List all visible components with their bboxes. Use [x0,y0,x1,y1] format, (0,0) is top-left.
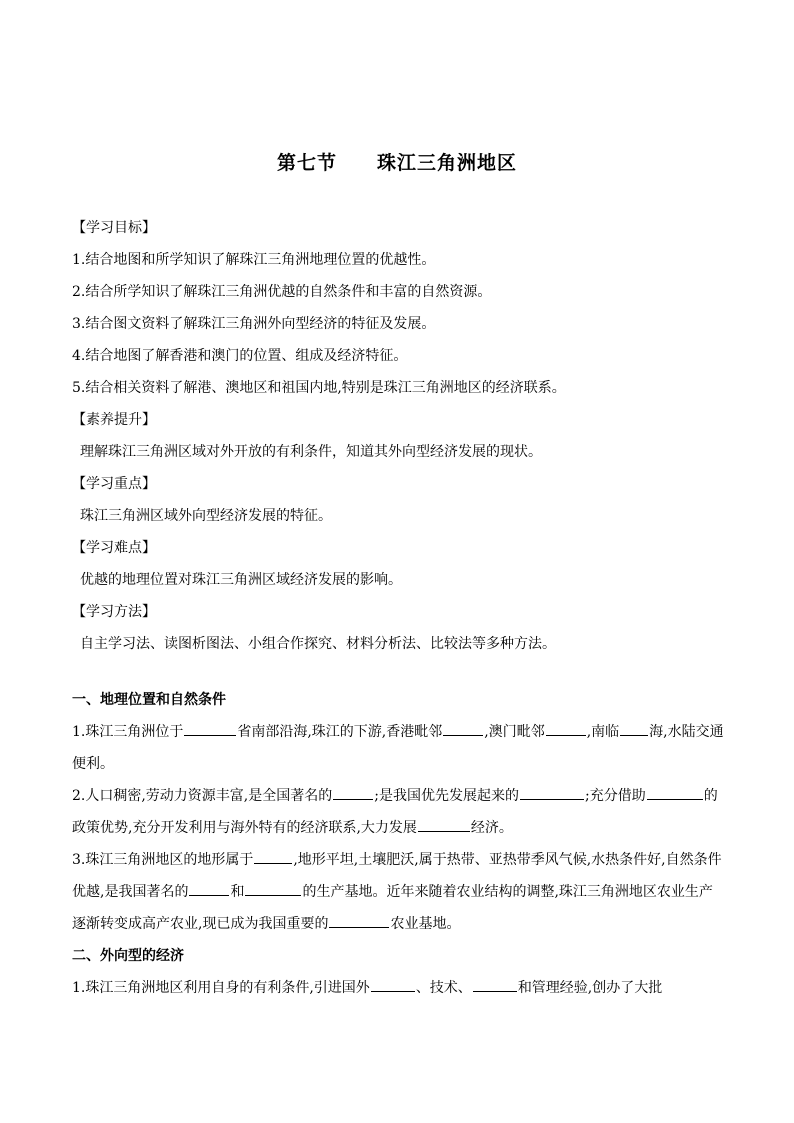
answer-blank[interactable] [473,976,517,992]
method-heading: 【学习方法】 [72,604,156,620]
literacy-heading: 【素养提升】 [72,412,156,428]
answer-blank[interactable] [184,720,236,736]
answer-blank[interactable] [329,912,389,928]
question-1-3: 3.珠江三角洲地区的地形属于 ,地形平坦,土壤肥沃,属于热带、亚热带季风气候,水热条件好,自然条件 [72,848,722,880]
difficulty-text: 优越的地理位置对珠江三角洲区域经济发展的影响。 [80,572,402,588]
section1-heading: 一、地理位置和自然条件 [72,692,226,708]
question-1-2: 2.人口稠密,劳动力资源丰富,是全国著名的 ;是我国优先发展起来的 ;充分借助 的 [72,784,722,816]
answer-blank[interactable] [443,720,483,736]
answer-blank[interactable] [371,976,415,992]
method-text: 自主学习法、读图析图法、小组合作探究、材料分析法、比较法等多种方法。 [80,636,556,652]
answer-blank[interactable] [189,880,229,896]
difficulty-heading: 【学习难点】 [72,540,156,556]
key-points-heading: 【学习重点】 [72,476,156,492]
goal-item: 4.结合地图了解香港和澳门的位置、组成及经济特征。 [72,348,408,364]
key-points-text: 珠江三角洲区域外向型经济发展的特征。 [80,508,332,524]
question-1-3-cont2: 逐渐转变成高产农业,现已成为我国重要的 农业基地。 [72,912,722,944]
answer-blank[interactable] [254,848,292,864]
page-title [0,148,794,175]
answer-blank[interactable] [245,880,301,896]
literacy-text: 理解珠江三角洲区域对外开放的有利条件，知道其外向型经济发展的现状。 [80,444,542,460]
goal-item: 5.结合相关资料了解港、澳地区和祖国内地,特别是珠江三角洲地区的经济联系。 [72,380,566,396]
answer-blank[interactable] [333,784,373,800]
answer-blank[interactable] [520,784,584,800]
answer-blank[interactable] [620,720,648,736]
title-topic: 珠江三角洲地区 [377,152,518,174]
question-1-3-cont: 优越,是我国著名的 和 的生产基地。近年来随着农业结构的调整,珠江三角洲地区农业生产 [72,880,722,912]
question-2-1: 1.珠江三角洲地区利用自身的有利条件,引进国外 、技术、 和管理经验,创办了大批 [72,976,722,1008]
goal-item: 3.结合图文资料了解珠江三角洲外向型经济的特征及发展。 [72,316,436,332]
question-1-1-cont: 便利。 [72,756,114,772]
goal-item: 1.结合地图和所学知识了解珠江三角洲地理位置的优越性。 [72,252,436,268]
document-body [72,216,722,1008]
goals-heading: 【学习目标】 [72,220,156,236]
answer-blank[interactable] [546,720,586,736]
question-1-2-cont: 政策优势,充分开发利用与海外特有的经济联系,大力发展 经济。 [72,816,722,848]
answer-blank[interactable] [647,784,703,800]
title-section-number: 第七节 [276,152,337,174]
goal-item: 2.结合所学知识了解珠江三角洲优越的自然条件和丰富的自然资源。 [72,284,492,300]
answer-blank[interactable] [418,816,470,832]
section2-heading: 二、外向型的经济 [72,948,184,964]
question-1-1: 1.珠江三角洲位于 省南部沿海,珠江的下游,香港毗邻 ,澳门毗邻 ,南临 海,水陆交通 [72,720,722,752]
